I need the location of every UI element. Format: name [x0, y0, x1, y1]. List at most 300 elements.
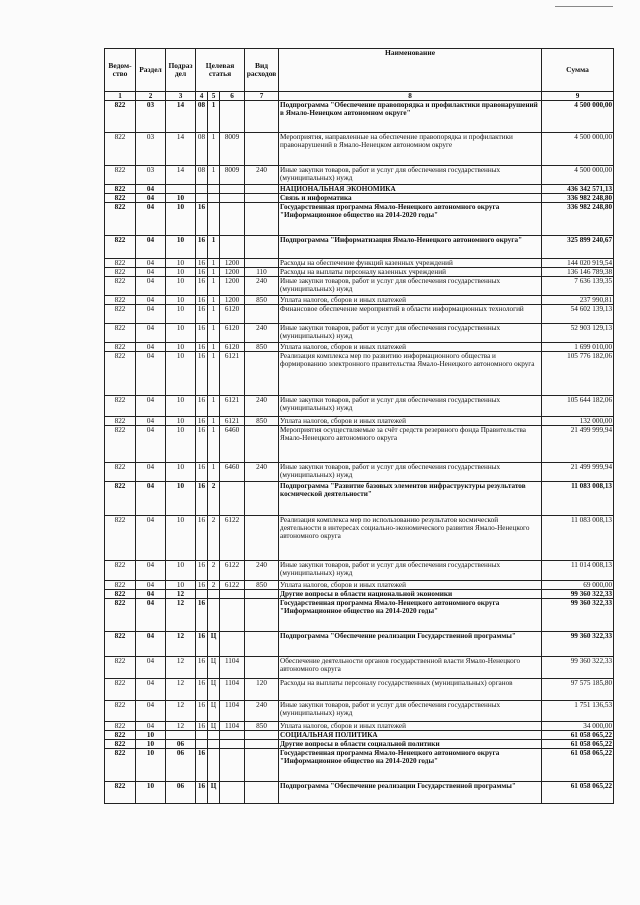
cell-razdel: 03 [136, 133, 166, 166]
cell-direction: 6122 [220, 516, 245, 561]
cell-podrazdel: 06 [166, 749, 196, 782]
cell-summa: 69 000,00 [542, 581, 614, 590]
cell-direction [220, 731, 245, 740]
cell-summa: 105 644 182,06 [542, 396, 614, 417]
cell-subprogram: 1 [208, 259, 220, 268]
cell-summa: 336 982 248,80 [542, 203, 614, 236]
cell-subprogram: Ц [208, 632, 220, 657]
cell-summa: 21 499 999,94 [542, 426, 614, 463]
cell-vedomstvo: 822 [105, 701, 136, 722]
table-row [105, 482, 614, 516]
cell-summa: 99 360 322,33 [542, 632, 614, 657]
cell-razdel: 04 [136, 277, 166, 296]
cell-direction: 6121 [220, 352, 245, 396]
cell-subprogram: 2 [208, 561, 220, 581]
cell-program [196, 740, 208, 749]
cell-subprogram: Ц [208, 701, 220, 722]
cell-podrazdel: 10 [166, 463, 196, 482]
cell-razdel: 04 [136, 352, 166, 396]
cell-summa: 1 751 136,53 [542, 701, 614, 722]
cell-program: 16 [196, 396, 208, 417]
cell-vedomstvo: 822 [105, 324, 136, 343]
cell-program: 16 [196, 782, 208, 804]
cell-program: 08 [196, 133, 208, 166]
cell-program: 16 [196, 324, 208, 343]
scan-artifact-line [555, 6, 613, 7]
cell-razdel: 04 [136, 561, 166, 581]
cell-direction [220, 632, 245, 657]
cell-vedomstvo: 822 [105, 731, 136, 740]
cell-razdel: 04 [136, 194, 166, 203]
cell-summa: 4 500 000,00 [542, 133, 614, 166]
table-row [105, 259, 614, 268]
table-row [105, 590, 614, 599]
cell-summa: 34 000,00 [542, 722, 614, 731]
cell-subprogram: Ц [208, 722, 220, 731]
cell-vedomstvo: 822 [105, 679, 136, 701]
cell-vid-rashodov: 120 [245, 679, 279, 701]
table-row [105, 561, 614, 581]
cell-podrazdel: 10 [166, 516, 196, 561]
cell-vid-rashodov: 850 [245, 417, 279, 426]
cell-vedomstvo: 822 [105, 561, 136, 581]
cell-naimenovanie: Другие вопросы в области социальной политики [279, 740, 542, 749]
cell-vid-rashodov: 240 [245, 463, 279, 482]
cell-program: 16 [196, 463, 208, 482]
cell-direction [220, 185, 245, 194]
column-number-row [105, 92, 614, 101]
col-number: 2 [136, 92, 166, 101]
cell-podrazdel: 14 [166, 166, 196, 185]
cell-naimenovanie: Подпрограмма "Информатизация Ямало-Ненецкого автономного округа" [279, 236, 542, 259]
table-row [105, 782, 614, 804]
cell-podrazdel: 12 [166, 599, 196, 632]
cell-vedomstvo: 822 [105, 277, 136, 296]
cell-podrazdel: 10 [166, 426, 196, 463]
cell-razdel: 04 [136, 590, 166, 599]
table-row [105, 740, 614, 749]
cell-program: 16 [196, 203, 208, 236]
cell-program [196, 590, 208, 599]
cell-podrazdel: 10 [166, 324, 196, 343]
cell-vid-rashodov [245, 101, 279, 133]
cell-direction: 6120 [220, 305, 245, 324]
col-header-vid-rashodov: Вид расходов [245, 49, 279, 92]
cell-vid-rashodov [245, 516, 279, 561]
cell-subprogram [208, 185, 220, 194]
cell-vedomstvo: 822 [105, 352, 136, 396]
budget-table [104, 48, 614, 804]
cell-program: 16 [196, 599, 208, 632]
cell-naimenovanie: Мероприятия, направленные на обеспечение правопорядка и профилактики правонарушений в Ямало-Ненецком автономном округе [279, 133, 542, 166]
table-row [105, 166, 614, 185]
col-number: 5 [208, 92, 220, 101]
cell-naimenovanie: Расходы на выплаты персоналу казенных учреждений [279, 268, 542, 277]
cell-razdel: 04 [136, 236, 166, 259]
cell-direction [220, 203, 245, 236]
cell-summa: 21 499 999,94 [542, 463, 614, 482]
cell-subprogram [208, 740, 220, 749]
cell-vedomstvo: 822 [105, 782, 136, 804]
cell-vid-rashodov: 240 [245, 396, 279, 417]
table-row [105, 296, 614, 305]
cell-direction: 1104 [220, 657, 245, 679]
cell-vid-rashodov: 850 [245, 722, 279, 731]
cell-podrazdel: 10 [166, 305, 196, 324]
cell-direction [220, 782, 245, 804]
cell-vid-rashodov: 850 [245, 296, 279, 305]
cell-vedomstvo: 822 [105, 516, 136, 561]
cell-vid-rashodov [245, 740, 279, 749]
cell-program: 16 [196, 482, 208, 516]
cell-vid-rashodov [245, 657, 279, 679]
col-number: 6 [220, 92, 245, 101]
cell-direction: 6121 [220, 396, 245, 417]
cell-summa: 61 058 065,22 [542, 749, 614, 782]
cell-vedomstvo: 822 [105, 426, 136, 463]
cell-program: 16 [196, 657, 208, 679]
cell-summa: 99 360 322,33 [542, 657, 614, 679]
cell-direction: 1200 [220, 268, 245, 277]
table-row [105, 657, 614, 679]
cell-razdel: 04 [136, 463, 166, 482]
cell-summa: 61 058 065,22 [542, 740, 614, 749]
col-header-razdel: Раздел [136, 49, 166, 92]
cell-vedomstvo: 822 [105, 740, 136, 749]
cell-naimenovanie: Связь и информатика [279, 194, 542, 203]
cell-vedomstvo: 822 [105, 599, 136, 632]
cell-podrazdel: 14 [166, 133, 196, 166]
cell-razdel: 04 [136, 324, 166, 343]
cell-vedomstvo: 822 [105, 463, 136, 482]
cell-subprogram [208, 203, 220, 236]
cell-naimenovanie: Подпрограмма "Развитие базовых элементов инфраструктуры результатов космической деятельности" [279, 482, 542, 516]
cell-razdel: 04 [136, 259, 166, 268]
cell-razdel: 04 [136, 657, 166, 679]
table-row [105, 599, 614, 632]
cell-program: 16 [196, 268, 208, 277]
cell-program: 16 [196, 722, 208, 731]
cell-razdel: 04 [136, 632, 166, 657]
table-row [105, 417, 614, 426]
cell-naimenovanie: Иные закупки товаров, работ и услуг для обеспечения государственных (муниципальных) нужд [279, 277, 542, 296]
cell-podrazdel: 10 [166, 581, 196, 590]
cell-summa: 4 500 000,00 [542, 166, 614, 185]
cell-naimenovanie: Обеспечение деятельности органов государственной власти Ямало-Ненецкого автономного округа [279, 657, 542, 679]
cell-direction: 8009 [220, 166, 245, 185]
cell-vedomstvo: 822 [105, 482, 136, 516]
cell-summa: 11 083 008,13 [542, 482, 614, 516]
cell-subprogram [208, 749, 220, 782]
cell-vid-rashodov [245, 632, 279, 657]
cell-podrazdel: 10 [166, 268, 196, 277]
cell-direction [220, 236, 245, 259]
cell-razdel: 10 [136, 782, 166, 804]
cell-naimenovanie: Подпрограмма "Обеспечение реализации Государственной программы" [279, 632, 542, 657]
cell-summa: 325 899 240,67 [542, 236, 614, 259]
cell-program: 16 [196, 417, 208, 426]
col-number: 1 [105, 92, 136, 101]
cell-vedomstvo: 822 [105, 203, 136, 236]
cell-naimenovanie: Уплата налогов, сборов и иных платежей [279, 343, 542, 352]
cell-summa: 436 342 571,13 [542, 185, 614, 194]
cell-naimenovanie: Государственная программа Ямало-Ненецкого автономного округа "Информационное общество на 2014-2020 годы" [279, 749, 542, 782]
cell-direction [220, 101, 245, 133]
cell-direction: 6460 [220, 463, 245, 482]
cell-summa: 11 014 008,13 [542, 561, 614, 581]
cell-subprogram: 1 [208, 296, 220, 305]
cell-vedomstvo: 822 [105, 417, 136, 426]
cell-vid-rashodov [245, 305, 279, 324]
cell-vedomstvo: 822 [105, 396, 136, 417]
cell-subprogram: 1 [208, 277, 220, 296]
cell-razdel: 04 [136, 426, 166, 463]
cell-vid-rashodov: 850 [245, 581, 279, 590]
cell-podrazdel: 10 [166, 343, 196, 352]
cell-razdel: 10 [136, 749, 166, 782]
table-row [105, 426, 614, 463]
cell-razdel: 04 [136, 581, 166, 590]
cell-razdel: 04 [136, 599, 166, 632]
cell-podrazdel [166, 185, 196, 194]
cell-naimenovanie: Расходы на выплаты персоналу государственных (муниципальных) органов [279, 679, 542, 701]
cell-direction [220, 740, 245, 749]
col-number: 4 [196, 92, 208, 101]
cell-vid-rashodov: 240 [245, 561, 279, 581]
cell-razdel: 04 [136, 516, 166, 561]
cell-vedomstvo: 822 [105, 166, 136, 185]
cell-direction: 6122 [220, 561, 245, 581]
cell-program [196, 731, 208, 740]
col-header-podrazdel: Подраз дел [166, 49, 196, 92]
table-row [105, 236, 614, 259]
cell-podrazdel: 12 [166, 679, 196, 701]
cell-vid-rashodov: 240 [245, 324, 279, 343]
cell-podrazdel: 10 [166, 396, 196, 417]
cell-naimenovanie: Государственная программа Ямало-Ненецкого автономного округа "Информационное общество на 2014-2020 годы" [279, 203, 542, 236]
cell-summa: 54 602 139,13 [542, 305, 614, 324]
cell-naimenovanie: Государственная программа Ямало-Ненецкого автономного округа "Информационное общество на 2014-2020 годы" [279, 599, 542, 632]
cell-naimenovanie: Иные закупки товаров, работ и услуг для обеспечения государственных (муниципальных) нужд [279, 396, 542, 417]
cell-naimenovanie: Иные закупки товаров, работ и услуг для обеспечения государственных (муниципальных) нужд [279, 463, 542, 482]
cell-podrazdel: 10 [166, 203, 196, 236]
cell-podrazdel [166, 731, 196, 740]
cell-razdel: 04 [136, 203, 166, 236]
cell-subprogram [208, 194, 220, 203]
cell-program: 08 [196, 101, 208, 133]
cell-summa: 11 083 008,13 [542, 516, 614, 561]
cell-subprogram: 1 [208, 324, 220, 343]
table-row [105, 133, 614, 166]
cell-vedomstvo: 822 [105, 296, 136, 305]
cell-vid-rashodov [245, 782, 279, 804]
cell-vid-rashodov: 240 [245, 166, 279, 185]
cell-vedomstvo: 822 [105, 101, 136, 133]
cell-program [196, 185, 208, 194]
cell-vedomstvo: 822 [105, 581, 136, 590]
cell-vid-rashodov [245, 185, 279, 194]
table-row [105, 268, 614, 277]
cell-subprogram: 1 [208, 352, 220, 396]
cell-razdel: 04 [136, 185, 166, 194]
table-header-row [105, 49, 614, 92]
cell-podrazdel: 14 [166, 101, 196, 133]
cell-direction: 6120 [220, 324, 245, 343]
cell-naimenovanie: НАЦИОНАЛЬНАЯ ЭКОНОМИКА [279, 185, 542, 194]
cell-podrazdel: 10 [166, 561, 196, 581]
cell-direction [220, 194, 245, 203]
table-row [105, 632, 614, 657]
cell-razdel: 04 [136, 482, 166, 516]
cell-vid-rashodov [245, 259, 279, 268]
cell-vedomstvo: 822 [105, 722, 136, 731]
cell-naimenovanie: Уплата налогов, сборов и иных платежей [279, 581, 542, 590]
cell-naimenovanie: Финансовое обеспечение мероприятий в области информационных технологий [279, 305, 542, 324]
cell-razdel: 04 [136, 722, 166, 731]
cell-direction [220, 482, 245, 516]
cell-vedomstvo: 822 [105, 632, 136, 657]
col-header-summa: Сумма [542, 49, 614, 92]
cell-program: 16 [196, 426, 208, 463]
cell-naimenovanie: Реализация комплекса мер по использованию результатов космической деятельности в интересах социально-экономического развития Ямало-Ненецкого автономного округа [279, 516, 542, 561]
cell-naimenovanie: Реализация комплекса мер по развитию информационного общества и формированию электронного правительства Ямало-Ненецкого автономного округа [279, 352, 542, 396]
cell-vid-rashodov [245, 590, 279, 599]
table-row [105, 581, 614, 590]
cell-razdel: 04 [136, 305, 166, 324]
cell-vedomstvo: 822 [105, 185, 136, 194]
cell-naimenovanie: Расходы на обеспечение функций казенных учреждений [279, 259, 542, 268]
cell-subprogram [208, 731, 220, 740]
cell-naimenovanie: Иные закупки товаров, работ и услуг для обеспечения государственных (муниципальных) нужд [279, 166, 542, 185]
table-row [105, 679, 614, 701]
cell-subprogram: 1 [208, 166, 220, 185]
cell-program: 08 [196, 166, 208, 185]
cell-razdel: 10 [136, 740, 166, 749]
cell-direction: 1104 [220, 722, 245, 731]
cell-subprogram: 1 [208, 305, 220, 324]
cell-summa: 144 020 919,54 [542, 259, 614, 268]
cell-podrazdel: 10 [166, 277, 196, 296]
cell-razdel: 03 [136, 101, 166, 133]
cell-naimenovanie: Иные закупки товаров, работ и услуг для обеспечения государственных (муниципальных) нужд [279, 324, 542, 343]
cell-razdel: 04 [136, 417, 166, 426]
cell-naimenovanie: Уплата налогов, сборов и иных платежей [279, 417, 542, 426]
cell-podrazdel: 10 [166, 352, 196, 396]
cell-direction: 1200 [220, 277, 245, 296]
col-header-vedomstvo: Ведом-ство [105, 49, 136, 92]
cell-vedomstvo: 822 [105, 305, 136, 324]
cell-vid-rashodov [245, 749, 279, 782]
cell-summa: 99 360 322,33 [542, 599, 614, 632]
cell-naimenovanie: Подпрограмма "Обеспечение правопорядка и профилактики правонарушений в Ямало-Ненецком автономном округе" [279, 101, 542, 133]
cell-summa: 7 636 139,35 [542, 277, 614, 296]
table-body [105, 101, 614, 804]
cell-podrazdel: 12 [166, 632, 196, 657]
table-row [105, 396, 614, 417]
cell-vid-rashodov [245, 133, 279, 166]
cell-razdel: 04 [136, 268, 166, 277]
cell-direction: 1200 [220, 259, 245, 268]
cell-program: 16 [196, 352, 208, 396]
cell-vid-rashodov [245, 599, 279, 632]
cell-vid-rashodov: 240 [245, 701, 279, 722]
table-row [105, 722, 614, 731]
cell-program: 16 [196, 581, 208, 590]
cell-naimenovanie: Мероприятия осуществляемые за счёт средств резервного фонда Правительства Ямало-Ненецкого автономного округа [279, 426, 542, 463]
cell-subprogram: 2 [208, 482, 220, 516]
cell-vedomstvo: 822 [105, 259, 136, 268]
col-header-celevaya-statya: Целевая статья [196, 49, 245, 92]
cell-podrazdel: 12 [166, 722, 196, 731]
cell-podrazdel: 10 [166, 236, 196, 259]
cell-direction: 6460 [220, 426, 245, 463]
cell-naimenovanie: Иные закупки товаров, работ и услуг для обеспечения государственных (муниципальных) нужд [279, 701, 542, 722]
cell-naimenovanie: Уплата налогов, сборов и иных платежей [279, 722, 542, 731]
cell-direction [220, 590, 245, 599]
cell-summa: 336 982 248,80 [542, 194, 614, 203]
table-row [105, 463, 614, 482]
cell-podrazdel: 10 [166, 259, 196, 268]
cell-razdel: 10 [136, 731, 166, 740]
cell-vid-rashodov [245, 352, 279, 396]
col-number: 9 [542, 92, 614, 101]
cell-vid-rashodov: 240 [245, 277, 279, 296]
table-row [105, 731, 614, 740]
cell-program: 16 [196, 679, 208, 701]
cell-podrazdel: 10 [166, 194, 196, 203]
cell-summa: 136 146 789,38 [542, 268, 614, 277]
cell-subprogram: 1 [208, 417, 220, 426]
cell-subprogram: 1 [208, 463, 220, 482]
cell-razdel: 04 [136, 296, 166, 305]
table-row [105, 324, 614, 343]
cell-summa: 105 776 182,06 [542, 352, 614, 396]
cell-podrazdel: 12 [166, 701, 196, 722]
cell-subprogram: 2 [208, 516, 220, 561]
col-number: 3 [166, 92, 196, 101]
cell-vedomstvo: 822 [105, 749, 136, 782]
cell-subprogram: 1 [208, 343, 220, 352]
col-header-naimenovanie: Наименование [279, 49, 542, 92]
table-row [105, 194, 614, 203]
cell-direction [220, 749, 245, 782]
cell-podrazdel: 10 [166, 417, 196, 426]
cell-subprogram: 1 [208, 101, 220, 133]
cell-vid-rashodov [245, 194, 279, 203]
cell-vedomstvo: 822 [105, 236, 136, 259]
table-row [105, 277, 614, 296]
cell-vedomstvo: 822 [105, 194, 136, 203]
table-row [105, 305, 614, 324]
cell-program: 16 [196, 277, 208, 296]
cell-summa: 61 058 065,22 [542, 731, 614, 740]
cell-program: 16 [196, 632, 208, 657]
cell-vid-rashodov: 850 [245, 343, 279, 352]
cell-program: 16 [196, 305, 208, 324]
col-number: 8 [279, 92, 542, 101]
cell-summa: 99 360 322,33 [542, 590, 614, 599]
cell-program: 16 [196, 296, 208, 305]
cell-subprogram: 1 [208, 268, 220, 277]
table-row [105, 352, 614, 396]
cell-subprogram: 1 [208, 236, 220, 259]
cell-podrazdel: 12 [166, 657, 196, 679]
cell-subprogram: Ц [208, 657, 220, 679]
cell-program: 16 [196, 236, 208, 259]
cell-razdel: 04 [136, 679, 166, 701]
cell-program: 16 [196, 259, 208, 268]
cell-summa: 1 699 010,00 [542, 343, 614, 352]
